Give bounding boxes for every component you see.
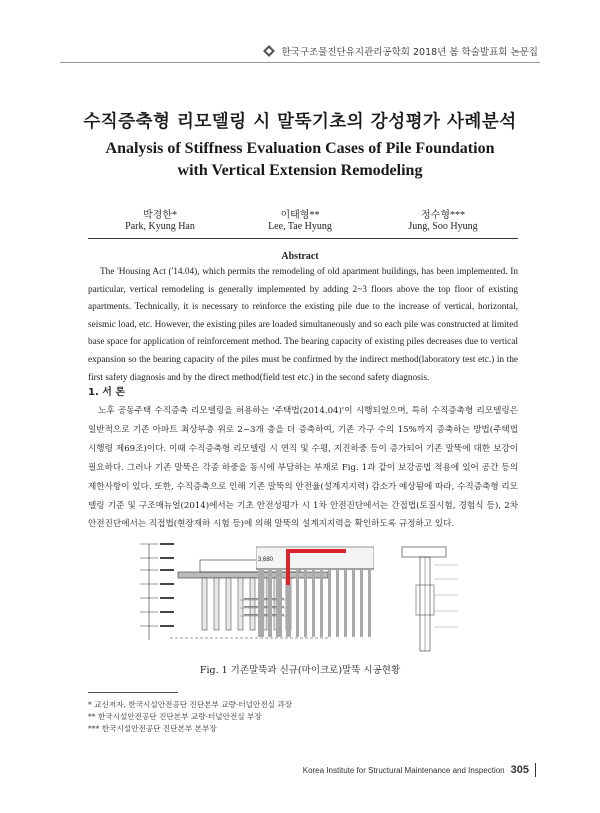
- author-divider: [88, 238, 518, 239]
- abstract-heading: Abstract: [281, 251, 319, 262]
- title-korean: 수직증축형 리모델링 시 말뚝기초의 강성평가 사례분석: [83, 112, 517, 132]
- abstract-text: The 'Housing Act ('14.04), which permits the remodeling of old apartment buildings, has been implemented. In particular, vertical remodeling is generally implemented by adding 2~3 floors above the top floor of existing apartments. Technically, it is necessary to reinforce the existing pile due to the increase of vertical, horizontal, seismic load, etc. However, the existing piles are loaded simultaneously and so each pile was constructed at limited base space for application of reinforcement method. The bearing capacity of existing piles decreases due to vertical expansion so the bearing capacity of the piles must be confirmed by the indirect method(laboratory test etc.) in the first safety diagnosis and by the direct method(field test etc.) in the second safety diagnosis.: [88, 267, 518, 383]
- author-2-en: Lee, Tae Hyung: [268, 221, 332, 232]
- author-1: [110, 206, 210, 232]
- footnote-2: ** 한국시설안전공단 진단본부 교량·터널안전실 부장: [88, 712, 262, 721]
- author-2-ko: 이태형**: [280, 210, 320, 221]
- footer-org: Korea Institute for Structural Maintenance and Inspection: [302, 765, 505, 775]
- footnote-1: * 교신저자, 한국시설안전공단 진단본부 교량·터널안전실 과장: [88, 700, 293, 709]
- journal-logo-icon: [263, 45, 275, 57]
- author-2: [250, 206, 350, 232]
- footnote-3: *** 한국시설안전공단 진단본부 본부장: [88, 724, 217, 733]
- figure-plan-drawing: [256, 545, 374, 650]
- body-text: [88, 402, 518, 534]
- figure-caption: Fig. 1 기존말뚝과 신규(마이크로)말뚝 시공현황: [199, 665, 401, 676]
- footer-bar: [535, 763, 536, 777]
- page-footer: [303, 763, 536, 777]
- body-paragraph: 노후 공동주택 수직증축 리모델링을 허용하는 '주택법(2014.04)'이 시행되었으며, 특히 수직증축형 리모델링은 일반적으로 기존 아파트 최상부층 위로 2~3개 층을 더 증축하여, 기존 가구 수의 15%까지 증축하는 방법(주택법 시행령 제69조)이다. 이때 수직증축형 리모델링 시 연직 및 수평, 지진하중 등이 증가되어 기존 말뚝에 대한 보강이 필요하다. 그러나 기존 말뚝은 각종 하중을 동시에 부담하는 부재로 Fig. 1과 같이 보강공법 적용에 있어 공간 등의 제한사항이 있다. 또한, 수직증축으로 인해 기존 말뚝의 안전율(설계지지력) 감소가 예상됨에 따라, 수직증축형 리모델링 기준 및 구조매뉴얼(2014)에서는 기초 안전성평가 시 1차 안전진단에서는 간접법(토질시험, 경험식 등), 2차 안전진단에서는 직접법(현장재하 시험 등)에 의해 말뚝의 설계지지력을 확인하도록 규정하고 있다.: [88, 406, 518, 530]
- dimension-label: 3,680: [258, 557, 274, 563]
- footnote-divider: [88, 692, 178, 693]
- author-1-en: Park, Kyung Han: [125, 221, 195, 232]
- title-english-line1: Analysis of Stiffness Evaluation Cases of Pile Foundation: [105, 140, 495, 157]
- author-1-ko: 박경한*: [143, 210, 177, 221]
- author-3: [388, 206, 498, 232]
- header-divider: [60, 62, 540, 63]
- author-3-en: Jung, Soo Hyung: [408, 221, 478, 232]
- page-number: 305: [510, 764, 529, 776]
- section-heading: 1. 서 론: [88, 387, 126, 398]
- figure-pile-detail: [392, 545, 462, 655]
- running-header: [263, 44, 538, 58]
- abstract-body: [88, 264, 518, 387]
- author-3-ko: 정수형***: [421, 210, 465, 221]
- journal-name: 한국구조물진단유지관리공학회 2018년 봄 학술발표회 논문집: [281, 47, 538, 58]
- title-english-line2: with Vertical Extension Remodeling: [177, 162, 423, 179]
